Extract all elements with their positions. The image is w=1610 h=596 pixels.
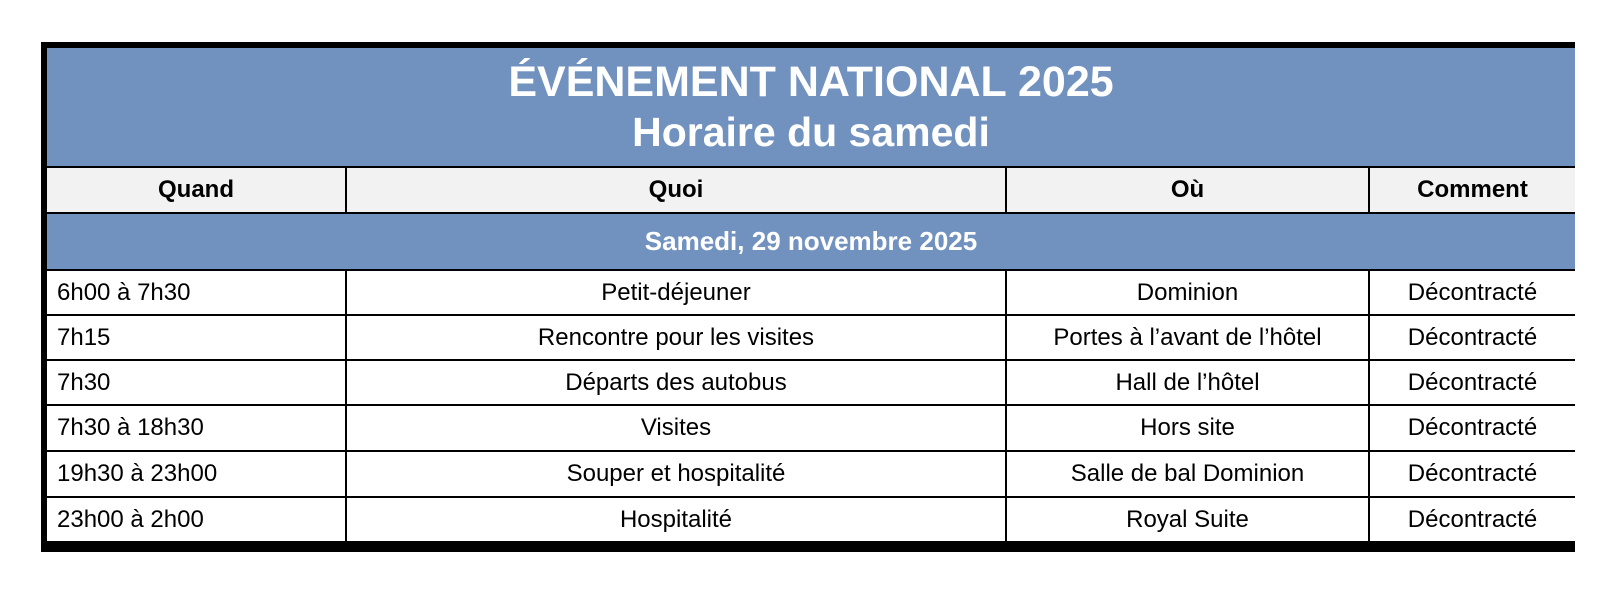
column-header-where: Où: [1007, 168, 1368, 212]
column-header-when: Quand: [47, 168, 345, 212]
row-what: Rencontre pour les visites: [347, 316, 1005, 359]
column-header-how: Comment: [1370, 168, 1575, 212]
schedule-table: [41, 42, 1575, 552]
row-what: Visites: [347, 406, 1005, 450]
row-where: Portes à l’avant de l’hôtel: [1007, 316, 1368, 359]
row-how: Décontracté: [1370, 361, 1575, 404]
row-where: Salle de bal Dominion: [1007, 452, 1368, 496]
row-when: 19h30 à 23h00: [47, 452, 345, 496]
row-when: 7h15: [47, 316, 345, 359]
row-how: Décontracté: [1370, 452, 1575, 496]
row-where: Hors site: [1007, 406, 1368, 450]
row-how: Décontracté: [1370, 316, 1575, 359]
row-when: 23h00 à 2h00: [47, 498, 345, 541]
row-where: Dominion: [1007, 271, 1368, 314]
row-what: Souper et hospitalité: [347, 452, 1005, 496]
day-label: Samedi, 29 novembre 2025: [47, 214, 1575, 269]
row-what: Départs des autobus: [347, 361, 1005, 404]
row-when: 7h30: [47, 361, 345, 404]
row-where: Royal Suite: [1007, 498, 1368, 541]
row-what: Petit-déjeuner: [347, 271, 1005, 314]
row-how: Décontracté: [1370, 498, 1575, 541]
row-what: Hospitalité: [347, 498, 1005, 541]
row-how: Décontracté: [1370, 271, 1575, 314]
column-header-what: Quoi: [347, 168, 1005, 212]
page-title: ÉVÉNEMENT NATIONAL 2025: [508, 57, 1114, 106]
row-where: Hall de l’hôtel: [1007, 361, 1368, 404]
row-when: 7h30 à 18h30: [47, 406, 345, 450]
title-banner: [47, 48, 1575, 166]
row-when: 6h00 à 7h30: [47, 271, 345, 314]
page-subtitle: Horaire du samedi: [632, 109, 990, 156]
row-how: Décontracté: [1370, 406, 1575, 450]
